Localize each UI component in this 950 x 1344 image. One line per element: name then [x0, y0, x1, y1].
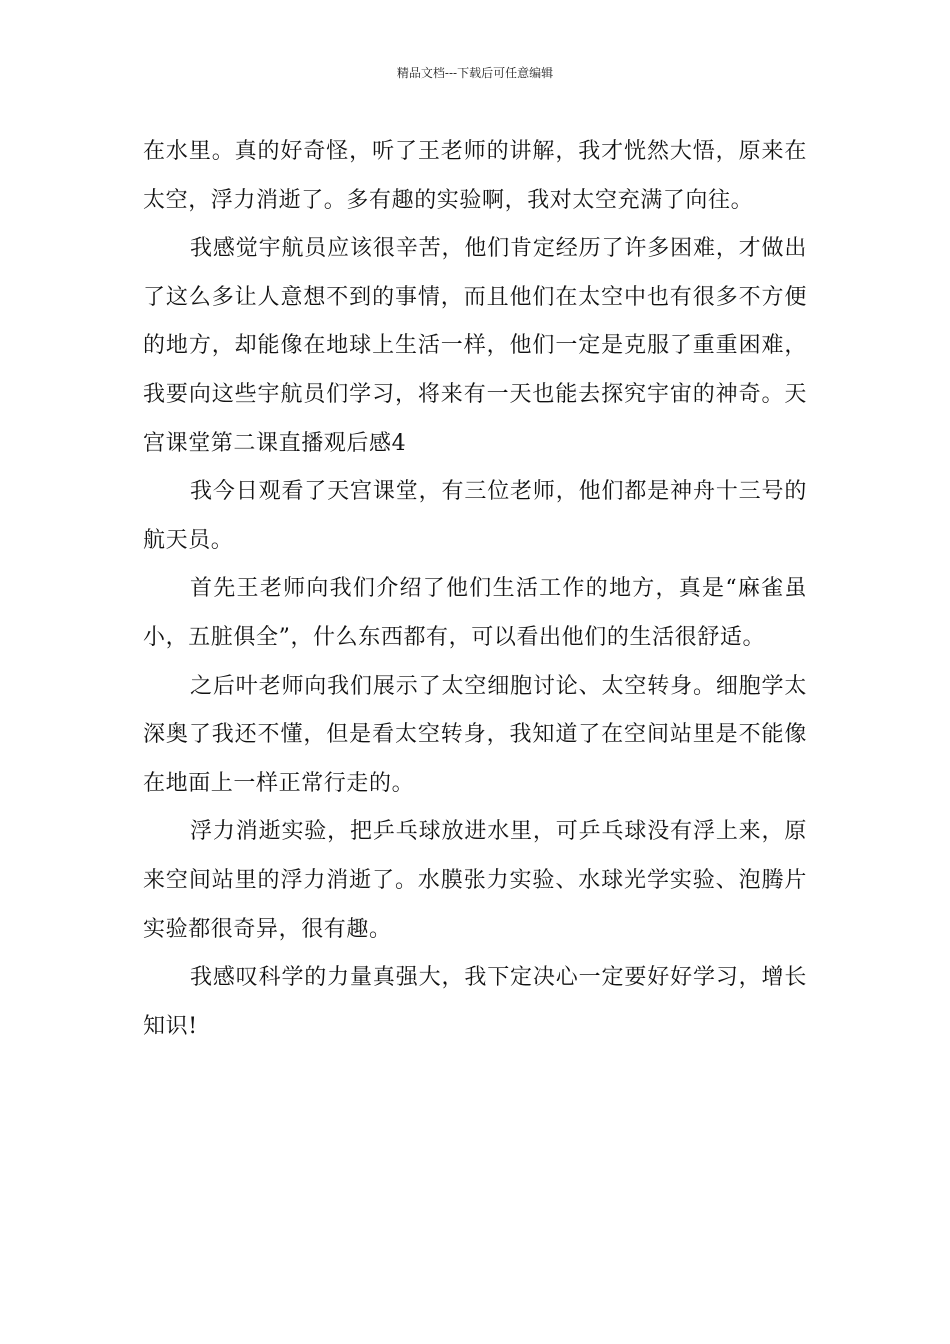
- paragraph: 我今日观看了天宫课堂，有三位老师，他们都是神舟十三号的航天员。: [143, 479, 807, 553]
- page-header: 精品文档---下载后可任意编辑: [396, 66, 554, 80]
- paragraph: 我感叹科学的力量真强大，我下定决心一定要好好学习，增长知识!: [143, 965, 807, 1039]
- paragraph: 我感觉宇航员应该很辛苦，他们肯定经历了许多困难，才做出了这么多让人意想不到的事情，而且他们在太空中也有很多不方便的地方，却能像在地球上生活一样，他们一定是克服了重重困难，我要向这些宇航员们学习，将来有一天也能去探究宇宙的神奇。天宫课堂第二课直播观后感4: [143, 236, 807, 456]
- paragraph: 之后叶老师向我们展示了太空细胞讨论、太空转身。细胞学太深奥了我还不懂，但是看太空转身，我知道了在空间站里是不能像在地面上一样正常行走的。: [143, 673, 807, 796]
- document-body: [143, 128, 807, 1051]
- paragraph: 浮力消逝实验，把乒乓球放进水里，可乒乓球没有浮上来，原来空间站里的浮力消逝了。水膜张力实验、水球光学实验、泡腾片实验都很奇异，很有趣。: [143, 819, 807, 942]
- paragraph: 首先王老师向我们介绍了他们生活工作的地方，真是“麻雀虽小，五脏俱全”，什么东西都有，可以看出他们的生活很舒适。: [143, 576, 807, 650]
- paragraph: 在水里。真的好奇怪，听了王老师的讲解，我才恍然大悟，原来在太空，浮力消逝了。多有趣的实验啊，我对太空充满了向往。: [143, 139, 807, 213]
